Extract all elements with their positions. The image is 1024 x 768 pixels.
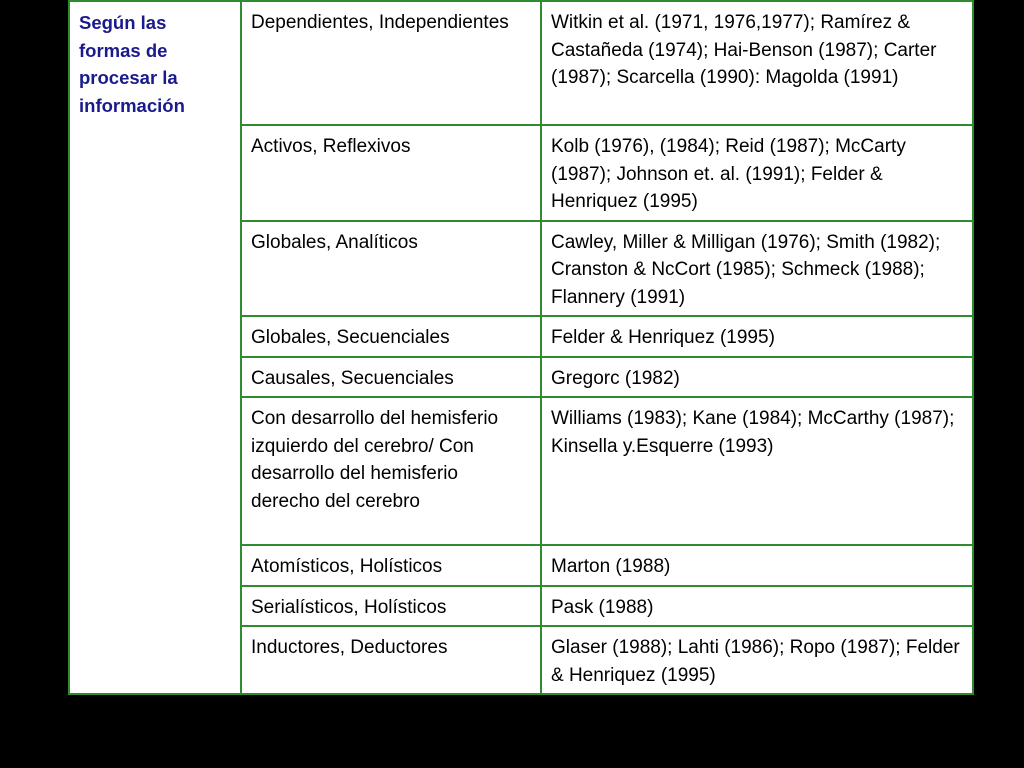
styles-cell: Causales, Secuenciales [241,357,541,398]
authors-cell: Felder & Henriquez (1995) [541,316,973,357]
styles-cell: Con desarrollo del hemisferio izquierdo del cerebro/ Con desarrollo del hemisferio derecho del cerebro [241,397,541,545]
authors-cell: Marton (1988) [541,545,973,586]
styles-cell: Activos, Reflexivos [241,125,541,221]
styles-cell: Serialísticos, Holísticos [241,586,541,627]
authors-cell: Glaser (1988); Lahti (1986); Ropo (1987); Felder & Henriquez (1995) [541,626,973,694]
authors-cell: Cawley, Miller & Milligan (1976); Smith (1982); Cranston & NcCort (1985); Schmeck (1988); Flannery (1991) [541,221,973,317]
styles-cell: Dependientes, Independientes [241,1,541,125]
authors-cell: Williams (1983); Kane (1984); McCarthy (1987); Kinsella y.Esquerre (1993) [541,397,973,545]
authors-cell: Gregorc (1982) [541,357,973,398]
styles-cell: Inductores, Deductores [241,626,541,694]
styles-cell: Atomísticos, Holísticos [241,545,541,586]
category-cell: Según las formas de procesar la información [69,1,241,694]
authors-cell: Kolb (1976), (1984); Reid (1987); McCarty (1987); Johnson et. al. (1991); Felder & Henriquez (1995) [541,125,973,221]
table-container [68,0,972,686]
authors-cell: Pask (1988) [541,586,973,627]
styles-cell: Globales, Secuenciales [241,316,541,357]
table-row [69,1,973,125]
learning-styles-table [68,0,974,695]
authors-cell: Witkin et al. (1971, 1976,1977); Ramírez & Castañeda (1974); Hai-Benson (1987); Carter (1987); Scarcella (1990): Magolda (1991) [541,1,973,125]
styles-cell: Globales, Analíticos [241,221,541,317]
